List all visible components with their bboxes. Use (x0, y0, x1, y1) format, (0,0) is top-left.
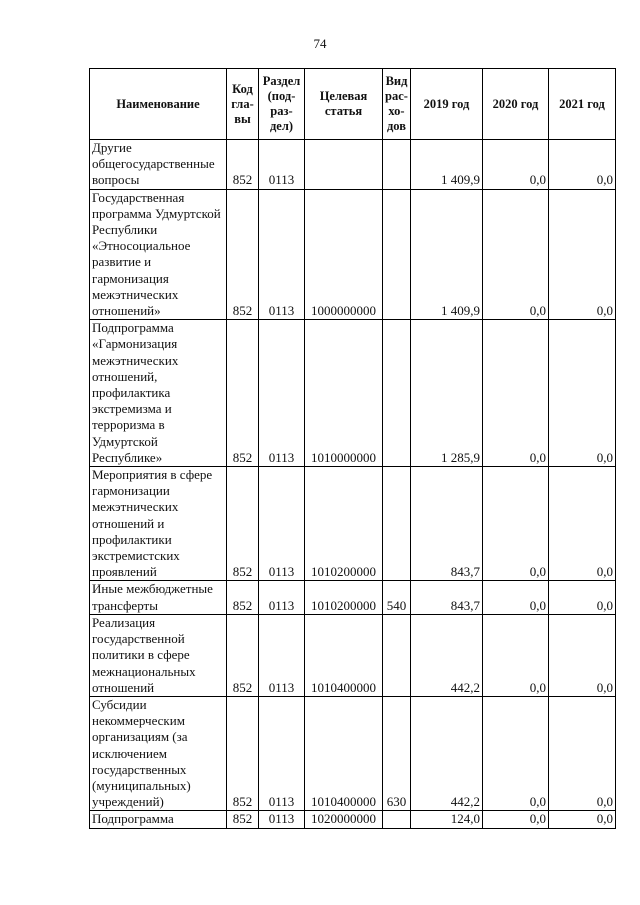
table-header-row (90, 69, 616, 140)
row-2020: 0,0 (483, 189, 549, 320)
row-2020: 0,0 (483, 467, 549, 581)
row-name: Иные межбюджетные трансферты (90, 581, 227, 614)
row-2019: 1 285,9 (411, 320, 483, 467)
row-name: Подпрограмма (90, 811, 227, 828)
row-2019: 843,7 (411, 581, 483, 614)
row-2020: 0,0 (483, 320, 549, 467)
row-exp-type: 630 (383, 696, 411, 810)
row-code: 852 (227, 614, 259, 696)
row-2021: 0,0 (549, 614, 616, 696)
header-2020: 2020 год (483, 69, 549, 140)
table-row (90, 189, 616, 320)
row-exp-type (383, 467, 411, 581)
row-2021: 0,0 (549, 696, 616, 810)
table-row (90, 320, 616, 467)
header-code: Код гла-вы (227, 69, 259, 140)
row-2019: 442,2 (411, 696, 483, 810)
row-2019: 442,2 (411, 614, 483, 696)
row-name: Мероприятия в сфере гармонизации межэтнических отношений и профилактики экстремистских проявлений (90, 467, 227, 581)
row-section: 0113 (259, 467, 305, 581)
row-2020: 0,0 (483, 614, 549, 696)
table-row (90, 140, 616, 190)
row-code: 852 (227, 320, 259, 467)
row-section: 0113 (259, 140, 305, 190)
row-target: 1020000000 (305, 811, 383, 828)
row-target: 1010000000 (305, 320, 383, 467)
row-target: 1010400000 (305, 614, 383, 696)
row-exp-type (383, 614, 411, 696)
row-2020: 0,0 (483, 581, 549, 614)
row-2021: 0,0 (549, 811, 616, 828)
page-number: 74 (313, 36, 327, 51)
row-target (305, 140, 383, 190)
header-2019: 2019 год (411, 69, 483, 140)
table-row (90, 467, 616, 581)
row-target: 1010200000 (305, 467, 383, 581)
row-2021: 0,0 (549, 320, 616, 467)
row-name: Другие общегосударственные вопросы (90, 140, 227, 190)
header-name: Наименование (90, 69, 227, 140)
row-exp-type (383, 140, 411, 190)
row-2020: 0,0 (483, 811, 549, 828)
header-section: Раздел (под-раз-дел) (259, 69, 305, 140)
row-2020: 0,0 (483, 140, 549, 190)
row-code: 852 (227, 140, 259, 190)
row-exp-type (383, 189, 411, 320)
row-name: Государственная программа Удмуртской Республики «Этносоциальное развитие и гармонизация межэтнических отношений» (90, 189, 227, 320)
row-target: 1010200000 (305, 581, 383, 614)
row-target: 1000000000 (305, 189, 383, 320)
header-target: Целевая статья (305, 69, 383, 140)
row-code: 852 (227, 189, 259, 320)
row-2019: 1 409,9 (411, 140, 483, 190)
row-code: 852 (227, 581, 259, 614)
row-section: 0113 (259, 581, 305, 614)
row-name: Субсидии некоммерческим организациям (за исключением государственных (муниципальных) учреждений) (90, 696, 227, 810)
row-section: 0113 (259, 320, 305, 467)
row-code: 852 (227, 467, 259, 581)
table-row (90, 696, 616, 810)
row-2021: 0,0 (549, 581, 616, 614)
row-2019: 124,0 (411, 811, 483, 828)
row-2019: 843,7 (411, 467, 483, 581)
header-exp-type: Вид рас-хо-дов (383, 69, 411, 140)
row-section: 0113 (259, 189, 305, 320)
row-section: 0113 (259, 811, 305, 828)
row-2020: 0,0 (483, 696, 549, 810)
row-section: 0113 (259, 614, 305, 696)
table-row (90, 614, 616, 696)
row-code: 852 (227, 696, 259, 810)
row-exp-type (383, 320, 411, 467)
row-2021: 0,0 (549, 140, 616, 190)
budget-table (89, 68, 616, 829)
row-target: 1010400000 (305, 696, 383, 810)
table-row (90, 811, 616, 828)
row-2021: 0,0 (549, 189, 616, 320)
row-name: Реализация государственной политики в сфере межнациональных отношений (90, 614, 227, 696)
row-section: 0113 (259, 696, 305, 810)
row-code: 852 (227, 811, 259, 828)
row-exp-type (383, 811, 411, 828)
table-row (90, 581, 616, 614)
row-2019: 1 409,9 (411, 189, 483, 320)
row-exp-type: 540 (383, 581, 411, 614)
row-2021: 0,0 (549, 467, 616, 581)
header-2021: 2021 год (549, 69, 616, 140)
row-name: Подпрограмма «Гармонизация межэтнических отношений, профилактика экстремизма и терроризма в Удмуртской Республике» (90, 320, 227, 467)
